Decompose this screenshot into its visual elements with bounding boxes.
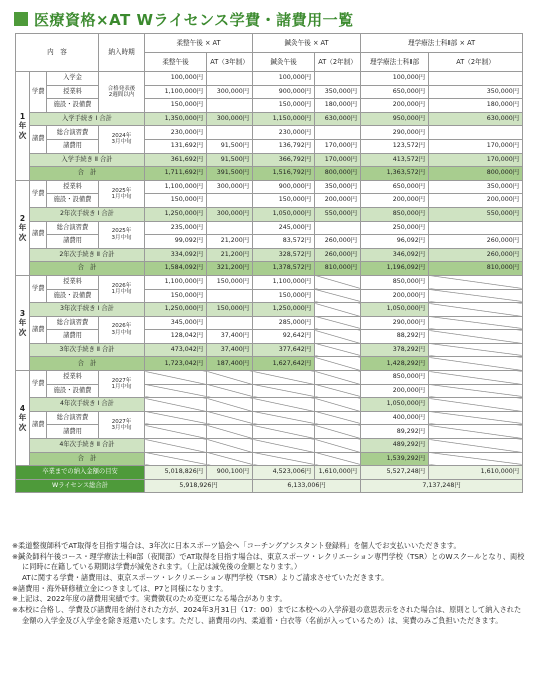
item-jugyo: 授業料 <box>47 371 99 385</box>
note-6: ※本校に合格し、学費及び諸費用を納付された方が、2024年3月31日（17：00）までに本校への入学辞退の意思表示をされた場合は、原則として納入された金額の入学金及び入学金を除き返還いたします。ただし、諸費用の内、柔道着・白衣等（名前が入っているため）は、実費のみご負担いただきます。 <box>12 604 522 625</box>
value-cell: 91,500円 <box>207 139 253 153</box>
value-cell: 200,000円 <box>361 99 429 113</box>
value-cell: 1,150,000円 <box>253 112 315 126</box>
value-cell <box>429 343 523 357</box>
value-cell: 1,363,572円 <box>361 167 429 181</box>
value-cell: 1,378,572円 <box>253 262 315 276</box>
value-cell <box>145 425 207 439</box>
category-shohi: 諸費 <box>30 316 47 343</box>
value-cell: 350,000円 <box>429 180 523 194</box>
value-cell <box>207 398 253 412</box>
grad-total-value: 1,610,000円 <box>429 466 523 480</box>
subtotal-1-label: 3年次手続き Ⅰ 合計 <box>30 303 145 317</box>
value-cell: 91,500円 <box>207 153 253 167</box>
value-cell: 21,200円 <box>207 235 253 249</box>
value-cell: 300,000円 <box>207 85 253 99</box>
value-cell: 136,792円 <box>253 139 315 153</box>
header-course2: 鍼灸午後 × AT <box>253 34 361 53</box>
value-cell <box>315 384 361 398</box>
value-cell <box>207 221 253 235</box>
year-label-y1: 1 年 次 <box>16 72 30 181</box>
value-cell <box>207 126 253 140</box>
value-cell: 900,000円 <box>253 85 315 99</box>
value-cell <box>429 452 523 466</box>
value-cell: 1,100,000円 <box>145 275 207 289</box>
value-cell <box>145 411 207 425</box>
notes <box>12 541 527 626</box>
value-cell <box>315 275 361 289</box>
item-shisetsu: 施設・設備費 <box>47 289 99 303</box>
value-cell <box>253 425 315 439</box>
value-cell: 37,400円 <box>207 330 253 344</box>
value-cell <box>429 371 523 385</box>
value-cell <box>145 371 207 385</box>
value-cell <box>207 316 253 330</box>
value-cell: 230,000円 <box>253 126 315 140</box>
payment-period: 2025年 1月中旬 <box>99 180 145 207</box>
value-cell <box>429 398 523 412</box>
value-cell: 170,000円 <box>429 139 523 153</box>
value-cell: 377,642円 <box>253 343 315 357</box>
category-gakuhi: 学費 <box>30 275 47 302</box>
category-shohi: 諸費 <box>30 411 47 438</box>
value-cell <box>207 289 253 303</box>
value-cell <box>207 99 253 113</box>
value-cell: 321,200円 <box>207 262 253 276</box>
value-cell: 810,000円 <box>315 262 361 276</box>
value-cell: 123,572円 <box>361 139 429 153</box>
value-cell: 260,000円 <box>315 248 361 262</box>
item-nyugaku: 入学金 <box>47 72 99 86</box>
value-cell: 150,000円 <box>253 289 315 303</box>
item-shisetsu: 施設・設備費 <box>47 194 99 208</box>
value-cell: 1,050,000円 <box>253 207 315 221</box>
year-label-y3: 3 年 次 <box>16 275 30 370</box>
subtotal-2-label: 4年次手続き Ⅱ 合計 <box>30 439 145 453</box>
subtotal-1-label: 入学手続き Ⅰ 合計 <box>30 112 145 126</box>
value-cell: 800,000円 <box>429 167 523 181</box>
header-c2b: AT（2年制） <box>315 53 361 72</box>
value-cell <box>145 452 207 466</box>
value-cell: 800,000円 <box>315 167 361 181</box>
value-cell: 150,000円 <box>145 99 207 113</box>
payment-period: 2026年 3月中旬 <box>99 316 145 343</box>
value-cell: 345,000円 <box>145 316 207 330</box>
grad-total-value: 900,100円 <box>207 466 253 480</box>
value-cell: 150,000円 <box>253 99 315 113</box>
value-cell <box>429 72 523 86</box>
value-cell: 100,000円 <box>361 72 429 86</box>
value-cell <box>315 439 361 453</box>
value-cell: 350,000円 <box>315 180 361 194</box>
value-cell: 1,250,000円 <box>253 303 315 317</box>
subtotal-1-label: 4年次手続き Ⅰ 合計 <box>30 398 145 412</box>
value-cell: 650,000円 <box>361 85 429 99</box>
value-cell: 285,000円 <box>253 316 315 330</box>
value-cell: 260,000円 <box>429 248 523 262</box>
value-cell: 900,000円 <box>253 180 315 194</box>
year-total-label: 合 計 <box>30 452 145 466</box>
grad-total-value: 1,610,000円 <box>315 466 361 480</box>
value-cell: 200,000円 <box>361 289 429 303</box>
payment-period: 2024年 3月中旬 <box>99 126 145 153</box>
value-cell: 170,000円 <box>429 153 523 167</box>
payment-period: 2027年 3月中旬 <box>99 411 145 438</box>
value-cell: 150,000円 <box>207 303 253 317</box>
value-cell: 88,292円 <box>361 330 429 344</box>
value-cell: 1,050,000円 <box>361 303 429 317</box>
header-course1: 柔整午後 × AT <box>145 34 253 53</box>
value-cell: 1,100,000円 <box>145 85 207 99</box>
value-cell <box>429 330 523 344</box>
value-cell: 1,350,000円 <box>145 112 207 126</box>
year-label-y4: 4 年 次 <box>16 371 30 466</box>
value-cell: 346,092円 <box>361 248 429 262</box>
value-cell <box>207 384 253 398</box>
payment-period: 2025年 3月中旬 <box>99 221 145 248</box>
value-cell: 1,627,642円 <box>253 357 315 371</box>
value-cell <box>253 452 315 466</box>
grad-total-value: 5,018,826円 <box>145 466 207 480</box>
note-1: ※柔道整復師科でAT取得を目指す場合は、3年次に日本スポーツ協会へ「コーチングアシスタント登録料」を個人でお支払いいただきます。 <box>12 541 461 550</box>
value-cell: 630,000円 <box>315 112 361 126</box>
header-payment: 納入時期 <box>99 34 145 72</box>
value-cell: 200,000円 <box>361 384 429 398</box>
value-cell: 300,000円 <box>207 207 253 221</box>
value-cell: 150,000円 <box>207 275 253 289</box>
value-cell: 328,572円 <box>253 248 315 262</box>
wlicense-total-value: 5,918,926円 <box>145 479 253 493</box>
value-cell <box>315 411 361 425</box>
value-cell: 100,000円 <box>253 72 315 86</box>
value-cell: 100,000円 <box>145 72 207 86</box>
value-cell: 1,428,292円 <box>361 357 429 371</box>
value-cell: 150,000円 <box>145 194 207 208</box>
value-cell <box>315 330 361 344</box>
value-cell: 850,000円 <box>361 371 429 385</box>
value-cell <box>429 221 523 235</box>
value-cell: 1,250,000円 <box>145 207 207 221</box>
value-cell: 350,000円 <box>315 85 361 99</box>
note-2: ※鍼灸師科午後コース・理学療法士科Ⅱ部（夜間部）でAT取得を目指す場合は、東京スポーツ・レクリエーション専門学校（TSR）とのWスクールとなり、両校に同時に在籍している期間は学費が減免されます。（上記は減免後の金額となります。） <box>12 551 525 572</box>
value-cell: 1,711,692円 <box>145 167 207 181</box>
item-sogo: 総合演習費 <box>47 126 99 140</box>
value-cell <box>207 411 253 425</box>
value-cell: 99,092円 <box>145 235 207 249</box>
value-cell: 170,000円 <box>315 153 361 167</box>
category-shohi: 諸費 <box>30 126 47 153</box>
value-cell: 1,196,092円 <box>361 262 429 276</box>
value-cell: 83,572円 <box>253 235 315 249</box>
wlicense-total-value: 7,137,248円 <box>361 479 523 493</box>
value-cell: 131,692円 <box>145 139 207 153</box>
value-cell: 1,100,000円 <box>145 180 207 194</box>
item-jugyo: 授業料 <box>47 85 99 99</box>
value-cell: 92,642円 <box>253 330 315 344</box>
value-cell: 96,092円 <box>361 235 429 249</box>
value-cell: 334,092円 <box>145 248 207 262</box>
value-cell: 37,400円 <box>207 343 253 357</box>
item-shohiyo: 諸費用 <box>47 330 99 344</box>
value-cell: 413,572円 <box>361 153 429 167</box>
value-cell: 1,723,042円 <box>145 357 207 371</box>
grad-total-value: 5,527,248円 <box>361 466 429 480</box>
value-cell <box>253 398 315 412</box>
value-cell: 489,292円 <box>361 439 429 453</box>
value-cell: 128,042円 <box>145 330 207 344</box>
value-cell: 235,000円 <box>145 221 207 235</box>
value-cell: 1,100,000円 <box>253 275 315 289</box>
subtotal-2-label: 2年次手続き Ⅱ 合計 <box>30 248 145 262</box>
value-cell: 400,000円 <box>361 411 429 425</box>
value-cell: 1,584,092円 <box>145 262 207 276</box>
value-cell <box>315 371 361 385</box>
value-cell <box>429 126 523 140</box>
value-cell <box>429 425 523 439</box>
value-cell: 850,000円 <box>361 207 429 221</box>
fee-table <box>15 33 523 493</box>
value-cell: 150,000円 <box>253 194 315 208</box>
value-cell: 21,200円 <box>207 248 253 262</box>
value-cell: 350,000円 <box>429 85 523 99</box>
value-cell <box>253 411 315 425</box>
value-cell: 366,792円 <box>253 153 315 167</box>
value-cell: 230,000円 <box>145 126 207 140</box>
title-text: 医療資格×AT Wライセンス学費・諸費用一覧 <box>34 10 354 29</box>
value-cell <box>315 452 361 466</box>
item-sogo: 総合演習費 <box>47 411 99 425</box>
value-cell: 378,292円 <box>361 343 429 357</box>
value-cell: 200,000円 <box>429 194 523 208</box>
value-cell <box>315 289 361 303</box>
grad-total-value: 4,523,006円 <box>253 466 315 480</box>
year-total-label: 合 計 <box>30 357 145 371</box>
title-marker-icon <box>14 12 28 26</box>
note-5: ※上記は、2022年度の諸費用実績です。実費徴収のため変更になる場合があります。 <box>12 594 287 604</box>
value-cell: 473,042円 <box>145 343 207 357</box>
value-cell: 200,000円 <box>315 194 361 208</box>
value-cell <box>315 357 361 371</box>
note-3: ATに関する学費・諸費用は、東京スポーツ・レクリエーション専門学校（TSR）よりご請求させていただきます。 <box>22 572 389 582</box>
value-cell: 187,400円 <box>207 357 253 371</box>
value-cell <box>429 357 523 371</box>
value-cell: 300,000円 <box>207 180 253 194</box>
subtotal-2-label: 3年次手続き Ⅱ 合計 <box>30 343 145 357</box>
value-cell <box>429 275 523 289</box>
payment-period: 合格発表後 2週間以内 <box>99 72 145 113</box>
value-cell <box>207 452 253 466</box>
grad-total-label: 卒業までの納入金額の目安 <box>16 466 145 480</box>
value-cell <box>315 303 361 317</box>
value-cell: 810,000円 <box>429 262 523 276</box>
value-cell <box>145 398 207 412</box>
header-c1b: AT（3年制） <box>207 53 253 72</box>
value-cell <box>253 439 315 453</box>
value-cell <box>429 411 523 425</box>
value-cell <box>429 289 523 303</box>
value-cell <box>429 384 523 398</box>
value-cell: 170,000円 <box>315 139 361 153</box>
value-cell <box>315 343 361 357</box>
value-cell <box>207 371 253 385</box>
value-cell <box>253 371 315 385</box>
header-course3: 理学療法士科Ⅱ部 × AT <box>361 34 523 53</box>
value-cell: 550,000円 <box>429 207 523 221</box>
value-cell <box>207 425 253 439</box>
item-shisetsu: 施設・設備費 <box>47 99 99 113</box>
subtotal-1-label: 2年次手続き Ⅰ 合計 <box>30 207 145 221</box>
header-c2a: 鍼灸午後 <box>253 53 315 72</box>
value-cell <box>145 439 207 453</box>
value-cell: 260,000円 <box>429 235 523 249</box>
value-cell: 1,050,000円 <box>361 398 429 412</box>
item-jugyo: 授業料 <box>47 275 99 289</box>
year-label-y2: 2 年 次 <box>16 180 30 275</box>
value-cell: 1,516,792円 <box>253 167 315 181</box>
value-cell <box>207 439 253 453</box>
value-cell: 180,000円 <box>429 99 523 113</box>
header-c1a: 柔整午後 <box>145 53 207 72</box>
value-cell: 200,000円 <box>361 194 429 208</box>
header-content: 内 容 <box>16 34 99 72</box>
value-cell: 361,692円 <box>145 153 207 167</box>
subtotal-2-label: 入学手続き Ⅱ 合計 <box>30 153 145 167</box>
value-cell: 89,292円 <box>361 425 429 439</box>
value-cell <box>429 439 523 453</box>
payment-period: 2026年 1月中旬 <box>99 275 145 302</box>
page-title <box>14 6 354 32</box>
value-cell: 245,000円 <box>253 221 315 235</box>
value-cell: 550,000円 <box>315 207 361 221</box>
item-shohiyo: 諸費用 <box>47 235 99 249</box>
value-cell: 290,000円 <box>361 316 429 330</box>
value-cell: 290,000円 <box>361 126 429 140</box>
value-cell: 150,000円 <box>145 289 207 303</box>
value-cell <box>315 398 361 412</box>
value-cell <box>207 194 253 208</box>
value-cell: 850,000円 <box>361 275 429 289</box>
value-cell <box>429 303 523 317</box>
category-gakuhi: 学費 <box>30 72 47 113</box>
payment-period: 2027年 1月中旬 <box>99 371 145 398</box>
value-cell <box>315 316 361 330</box>
category-gakuhi: 学費 <box>30 180 47 207</box>
value-cell: 391,500円 <box>207 167 253 181</box>
year-total-label: 合 計 <box>30 167 145 181</box>
value-cell: 180,000円 <box>315 99 361 113</box>
value-cell <box>315 126 361 140</box>
item-shohiyo: 諸費用 <box>47 425 99 439</box>
value-cell <box>315 425 361 439</box>
value-cell: 1,539,292円 <box>361 452 429 466</box>
category-gakuhi: 学費 <box>30 371 47 398</box>
value-cell <box>253 384 315 398</box>
value-cell: 250,000円 <box>361 221 429 235</box>
value-cell: 260,000円 <box>315 235 361 249</box>
value-cell: 630,000円 <box>429 112 523 126</box>
note-4: ※諸費用・海外研修積立金につきましては、P7と同様になります。 <box>12 583 228 593</box>
value-cell <box>315 221 361 235</box>
header-c3a: 理学療法士科Ⅱ部 <box>361 53 429 72</box>
year-total-label: 合 計 <box>30 262 145 276</box>
item-sogo: 総合演習費 <box>47 221 99 235</box>
value-cell: 1,250,000円 <box>145 303 207 317</box>
value-cell <box>429 316 523 330</box>
value-cell <box>145 384 207 398</box>
header-c3b: AT（2年制） <box>429 53 523 72</box>
item-shohiyo: 諸費用 <box>47 139 99 153</box>
item-sogo: 総合演習費 <box>47 316 99 330</box>
category-shohi: 諸費 <box>30 221 47 248</box>
value-cell <box>207 72 253 86</box>
wlicense-total-label: Wライセンス総合計 <box>16 479 145 493</box>
value-cell <box>315 72 361 86</box>
wlicense-total-value: 6,133,006円 <box>253 479 361 493</box>
item-shisetsu: 施設・設備費 <box>47 384 99 398</box>
value-cell: 300,000円 <box>207 112 253 126</box>
value-cell: 950,000円 <box>361 112 429 126</box>
value-cell: 650,000円 <box>361 180 429 194</box>
item-jugyo: 授業料 <box>47 180 99 194</box>
